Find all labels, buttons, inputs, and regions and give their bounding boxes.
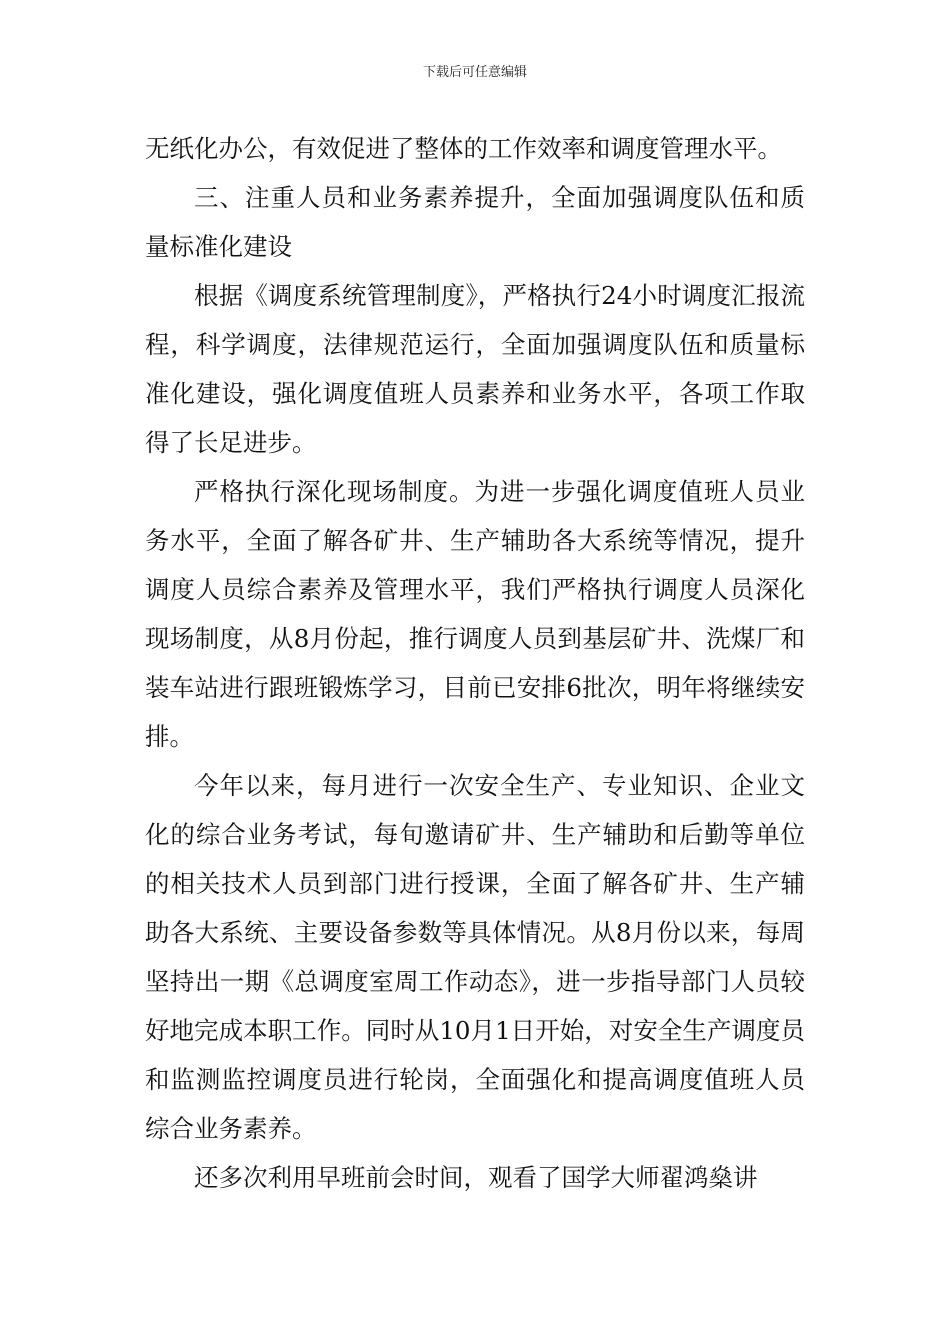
page-header: 下载后可任意编辑 — [422, 65, 527, 80]
paragraph: 今年以来，每月进行一次安全生产、专业知识、企业文化的综合业务考试，每旬邀请矿井、生产辅助和后勤等单位的相关技术人员到部门进行授课，全面了解各矿井、生产辅助各大系统、主要设备参数等具体情况。从8月份以来，每周坚持出一期《总调度室周工作动态》，进一步指导部门人员较好地完成本职工作。同时从10月1日开始，对安全生产调度员和监测监控调度员进行轮岗，全面强化和提高调度值班人员综合业务素养。 — [145, 771, 805, 1143]
document-body — [145, 124, 805, 1202]
section-heading: 三、注重人员和业务素养提升，全面加强调度队伍和质量标准化建设 — [145, 183, 805, 261]
paragraph-continuation: 无纸化办公，有效促进了整体的工作效率和调度管理水平。 — [145, 134, 782, 163]
paragraph: 严格执行深化现场制度。为进一步强化调度值班人员业务水平，全面了解各矿井、生产辅助各大系统等情况，提升调度人员综合素养及管理水平，我们严格执行调度人员深化现场制度，从8月份起，推行调度人员到基层矿井、洗煤厂和装车站进行跟班锻炼学习，目前已安排6批次，明年将继续安排。 — [145, 477, 805, 751]
paragraph: 根据《调度系统管理制度》，严格执行24小时调度汇报流程，科学调度，法律规范运行，全面加强调度队伍和质量标准化建设，强化调度值班人员素养和业务水平，各项工作取得了长足进步。 — [145, 281, 805, 457]
paragraph: 还多次利用早班前会时间，观看了国学大师翟鸿燊讲 — [194, 1163, 758, 1192]
